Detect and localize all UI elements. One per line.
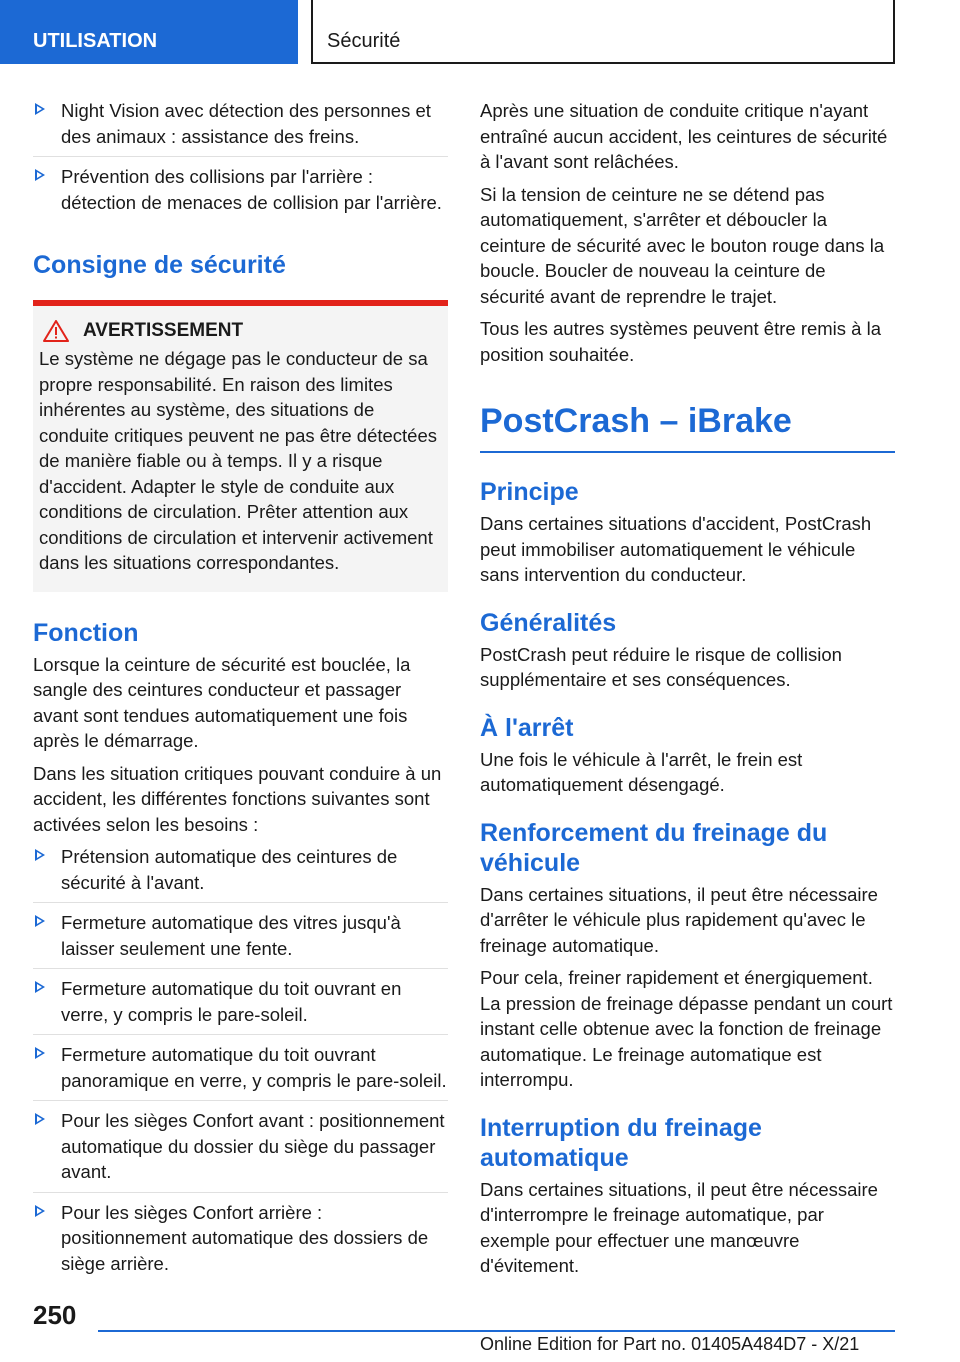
principe-text: Dans certaines situations d'accident, PostCrash peut immobiliser automatiquement le véhicule sans intervention du conducteur.: [480, 513, 872, 585]
list-item: Pour les sièges Confort avant : positionnement automatique du dossier du siège du passager avant.: [33, 1108, 448, 1193]
fonction-title: Fonction: [33, 618, 139, 647]
triangle-bullet-icon: [35, 915, 45, 927]
fonction-paragraph-1: Lorsque la ceinture de sécurité est bouclée, la sangle des ceintures conducteur et passager avant sont tendues automatiquement une fois après le démarrage.: [33, 653, 411, 751]
postcrash-title: PostCrash – iBrake: [480, 402, 792, 440]
intro-bullet-list: [33, 98, 448, 222]
arret-text: Une fois le véhicule à l'arrêt, le frein est automatiquement désengagé.: [480, 748, 803, 795]
generalites-title: Généralités: [480, 608, 617, 637]
list-item: Prévention des collisions par l'arrière : détection de menaces de collision par l'arrière.: [33, 164, 448, 222]
interruption-text: Dans certaines situations, il peut être nécessaire d'interrompre le freinage automatique, par exemple pour effectuer une manœuvre d'évitement.: [480, 1178, 878, 1276]
triangle-bullet-icon: [35, 1047, 45, 1059]
generalites-text: PostCrash peut réduire le risque de collision supplémentaire et ses conséquences.: [480, 643, 842, 690]
warning-header: [39, 320, 440, 342]
header-section-tab: UTILISATION: [0, 0, 298, 64]
consigne-title: Consigne de sécurité: [33, 251, 286, 279]
header-subsection: Sécurité: [311, 0, 895, 64]
triangle-bullet-icon: [35, 981, 45, 993]
page-number: 250: [33, 1300, 77, 1330]
left-column: [33, 98, 448, 1290]
triangle-bullet-icon: [35, 849, 45, 861]
renforcement-title: Renforcement du freinage du véhicule: [480, 818, 828, 877]
list-item: Fermeture automatique des vitres jusqu'à laisser seulement une fente.: [33, 910, 448, 969]
list-item: Night Vision avec détection des personnes et des animaux : assistance des freins.: [33, 98, 448, 157]
principe-title: Principe: [480, 478, 579, 506]
warning-title: AVERTISSEMENT: [83, 320, 244, 341]
fonction-paragraph-2: Dans les situation critiques pouvant conduire à un accident, les différentes fonctions suivantes sont activées selon les besoins :: [33, 762, 442, 835]
postcrash-divider: [480, 451, 895, 453]
warning-text: Le système ne dégage pas le conducteur de sa propre responsabilité. En raison des limites inhérentes au système, des situations de conduite critiques peuvent ne pas être détectées de manière fiable ou à temps. Il y a risque d'accident. Adapter le style de conduite aux conditions de circulation. Prêter attention aux conditions de circulation et intervenir activement dans les situations correspondantes.: [39, 348, 438, 573]
footer-edition: Online Edition for Part no. 01405A484D7 - X/21: [480, 1334, 860, 1354]
list-item: Fermeture automatique du toit ouvrant en verre, y compris le pare-soleil.: [33, 976, 448, 1035]
fonction-bullet-list: [33, 844, 448, 1283]
footer-divider: [98, 1330, 895, 1332]
warning-box: [33, 306, 448, 592]
list-item: Fermeture automatique du toit ouvrant panoramique en verre, y compris le pare-soleil.: [33, 1042, 448, 1101]
triangle-bullet-icon: [35, 1113, 45, 1125]
triangle-bullet-icon: [35, 103, 45, 115]
right-paragraph-1: Après une situation de conduite critique n'ayant entraîné aucun accident, les ceintures de sécurité à l'avant sont relâchées.: [480, 100, 888, 172]
renforcement-paragraph-1: Dans certaines situations, il peut être nécessaire d'arrêter le véhicule plus rapidement qu'avec le freinage automatique.: [480, 883, 878, 956]
warning-triangle-icon: [43, 320, 69, 342]
right-paragraph-2: Si la tension de ceinture ne se détend pas automatiquement, s'arrêter et déboucler la ceinture de sécurité avec le bouton rouge dans la boucle. Boucler de nouveau la ceinture de sécurité avant de reprendre le trajet.: [480, 183, 885, 307]
interruption-title: Interruption du freinage automatique: [480, 1113, 762, 1172]
list-item: Prétension automatique des ceintures de sécurité à l'avant.: [33, 844, 448, 903]
triangle-bullet-icon: [35, 169, 45, 181]
renforcement-paragraph-2: Pour cela, freiner rapidement et énergiquement. La pression de freinage dépasse pendant un court instant celle obtenue avec la fonction de freinage automatique. Le freinage automatique est interrompu.: [480, 967, 893, 1090]
list-item: Pour les sièges Confort arrière : positionnement automatique des dossiers de siège arrière.: [33, 1200, 448, 1284]
arret-title: À l'arrêt: [480, 713, 574, 742]
triangle-bullet-icon: [35, 1205, 45, 1217]
right-paragraph-3: Tous les autres systèmes peuvent être remis à la position souhaitée.: [480, 318, 882, 365]
right-column: [480, 98, 895, 1286]
